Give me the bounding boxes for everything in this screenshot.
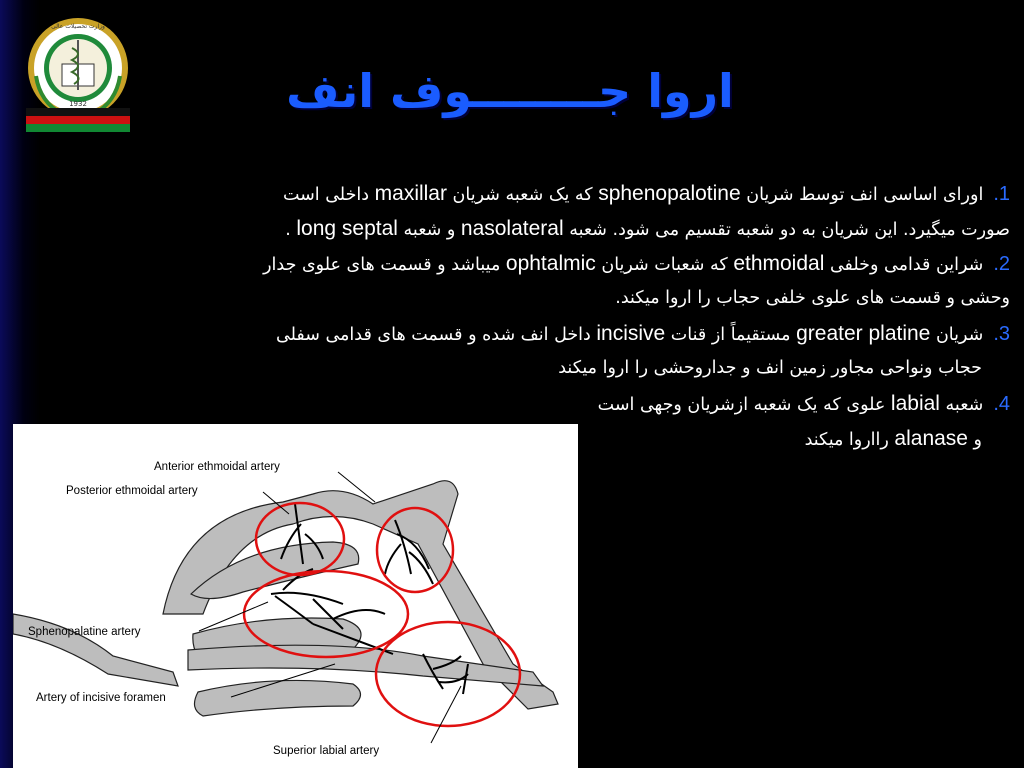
label-anterior-ethmoidal: Anterior ethmoidal artery: [154, 461, 280, 473]
list-item-line: [12, 316, 1010, 351]
list-item-line: [12, 246, 1010, 281]
text-run: مستقیماً از قنات: [665, 325, 797, 345]
item-number: 4.: [993, 393, 1010, 415]
latin-term: ophtalmic: [505, 252, 596, 275]
slide-body: [12, 176, 1010, 456]
latin-term: incisive: [596, 322, 666, 345]
item-number: 1.: [993, 183, 1010, 205]
nasal-cavity-illustration: [13, 424, 578, 768]
item-number: 3.: [993, 323, 1010, 345]
slide-title: اروا جــــــــوف انف: [286, 64, 734, 118]
text-run: و: [967, 430, 982, 450]
latin-term: sphenopalotine: [598, 182, 741, 205]
logo-year: 1932: [69, 100, 87, 108]
nasal-artery-diagram: [13, 424, 578, 768]
text-run: داخل انف شده و قسمت های قدامی سفلی: [276, 325, 597, 345]
list-item-3: [12, 316, 1010, 386]
text-run: که شعبات شریان: [595, 255, 734, 275]
text-run: .: [285, 220, 297, 240]
list-item-2: [12, 246, 1010, 316]
text-run: و شعبه: [397, 220, 461, 240]
text-run: شعبه: [939, 395, 984, 415]
text-run: میباشد و قسمت های علوی جدار: [263, 255, 506, 275]
text-run: که یک شعبه شریان: [446, 185, 599, 205]
latin-term: maxillar: [374, 182, 447, 205]
list-item-line: [12, 211, 1010, 246]
text-run: وحشی و قسمت های علوی خلفی حجاب را اروا میکند.: [615, 288, 1010, 308]
label-superior-labial: Superior labial artery: [273, 745, 380, 757]
bone-outline: [13, 481, 558, 716]
university-logo: [22, 16, 134, 134]
text-run: رااروا میکند: [804, 430, 895, 450]
item-number: 2.: [993, 253, 1010, 275]
label-incisive: Artery of incisive foramen: [36, 692, 166, 704]
list-item-line: [12, 176, 1010, 211]
text-run: حجاب ونواحی مجاور زمین انف و جداروحشی را اروا میکند: [558, 358, 982, 378]
label-posterior-ethmoidal: Posterior ethmoidal artery: [66, 485, 198, 497]
latin-term: ethmoidal: [733, 252, 825, 275]
text-run: شراین قدامی وخلفی: [824, 255, 984, 275]
list-item-1: [12, 176, 1010, 246]
list-item-line: [12, 386, 1010, 421]
emblem-icon: [22, 16, 134, 134]
list-item-line: [12, 281, 1010, 316]
text-run: اورای اساسی انف توسط شریان: [740, 185, 984, 205]
list-item-line: [12, 351, 1010, 386]
latin-term: alanase: [894, 427, 968, 450]
logo-top-text: وزارت تحصیلات عالی: [51, 23, 105, 30]
text-run: صورت میگیرد. این شریان به دو شعبه تقسیم می شود. شعبه: [563, 220, 1010, 240]
latin-term: greater platine: [796, 322, 931, 345]
text-run: شریان: [930, 325, 984, 345]
label-sphenopalatine: Sphenopalatine artery: [28, 626, 141, 638]
latin-term: long septal: [296, 217, 398, 240]
text-run: علوی که یک شعبه ازشریان وجهی است: [597, 395, 891, 415]
latin-term: labial: [890, 392, 940, 415]
latin-term: nasolateral: [460, 217, 564, 240]
text-run: داخلی است: [282, 185, 375, 205]
